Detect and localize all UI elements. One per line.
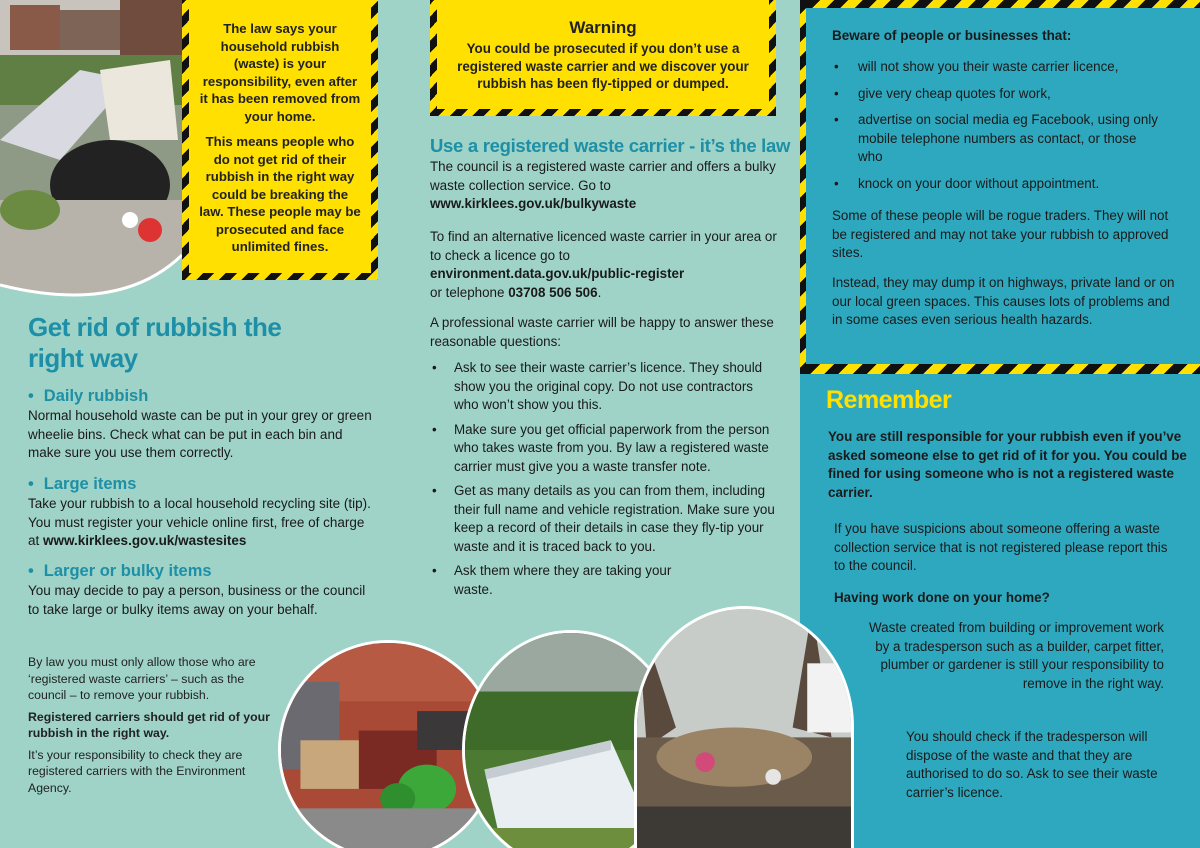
section-title-get-rid: Get rid of rubbish the right way xyxy=(28,312,282,373)
section-daily-rubbish xyxy=(28,386,378,463)
warning-box xyxy=(430,0,776,116)
photo-curve xyxy=(0,215,182,305)
list-item: • Ask to see their waste carrier’s licence. They should show you the original copy. Do not use contractors who won’t show you this. xyxy=(430,359,780,415)
alt-carrier-paragraph: To find an alternative licenced waste carrier in your area or to check a licence go to environment.data.gov.uk/public-register or telephone 03708 506 506. xyxy=(430,229,777,300)
heading-bulky-items: • Larger or bulky items xyxy=(28,561,378,581)
section-large-items xyxy=(28,474,378,551)
warning-text: You could be prosecuted if you don’t use a registered waste carrier and we discover your rubbish has been fly-tipped or dumped. xyxy=(457,41,749,91)
law-small-p3: It’s your responsibility to check they are registered carriers with the Environment Agency. xyxy=(28,747,246,795)
alt-carrier-text: To find an alternative licenced waste carrier in your area or to check a licence go to xyxy=(430,229,777,263)
beware-heading: Beware of people or businesses that: xyxy=(832,28,1072,43)
list-item: • advertise on social media eg Facebook, using only mobile telephone numbers as contact, or those who xyxy=(832,111,1162,167)
text-bulky-items: You may decide to pay a person, business or the council to take large or bulky items away on your behalf. xyxy=(28,583,366,617)
section-bulky-items xyxy=(28,561,378,619)
tradesperson-check-text: You should check if the tradesperson will dispose of the waste and that they are authorised to do so. Ask to see their waste carrier’s licence. xyxy=(906,729,1158,800)
rogue-traders-text: Some of these people will be rogue traders. They will not be registered and may not take your rubbish to approved sites. xyxy=(832,208,1169,260)
law-notice-p1: The law says your household rubbish (waste) is your responsibility, even after it has been removed from your home. xyxy=(199,21,361,124)
warning-title: Warning xyxy=(569,18,637,37)
heading-daily-rubbish: • Daily rubbish xyxy=(28,386,378,406)
law-small-print xyxy=(28,654,278,801)
list-item: • Make sure you get official paperwork from the person who takes waste from you. By law a registered waste carrier must give you a waste transfer note. xyxy=(430,421,780,477)
list-item: • give very cheap quotes for work, xyxy=(832,85,1182,104)
link-bulkywaste[interactable]: www.kirklees.gov.uk/bulkywaste xyxy=(430,196,637,211)
tradesperson-waste-text: Waste created from building or improvement work by a tradesperson such as a builder, carpet fitter, plumber or gardener is still your responsibility to remove in the right way. xyxy=(869,620,1164,691)
telephone-number[interactable]: 03708 506 506 xyxy=(508,284,598,300)
link-public-register[interactable]: environment.data.gov.uk/public-register xyxy=(430,266,685,281)
dumping-text: Instead, they may dump it on highways, private land or on our local green spaces. This causes lots of problems and in some cases even serious health hazards. xyxy=(832,275,1175,327)
suspicion-text: If you have suspicions about someone offering a waste collection service that is not registered please report this to the council. xyxy=(834,521,1168,573)
questions-list xyxy=(430,359,780,605)
heading-large-items: • Large items xyxy=(28,474,378,494)
council-bulky-paragraph xyxy=(430,158,786,214)
text-daily-rubbish: Normal household waste can be put in your grey or green wheelie bins. Check what can be put in each bin and make sure you use them correctly. xyxy=(28,408,372,460)
remember-text: You are still responsible for your rubbish even if you’ve asked someone else to get rid of it for you. You could be fined for using someone who is not a registered waste carrier. xyxy=(828,429,1187,500)
law-small-p2: Registered carriers should get rid of your rubbish in the right way. xyxy=(28,709,270,740)
law-notice-box xyxy=(182,0,378,280)
hazard-stripe-middle xyxy=(806,364,1200,374)
section-title-registered-carrier: Use a registered waste carrier - it’s the law xyxy=(430,135,791,156)
list-item: • Get as many details as you can from them, including their full name and vehicle registration. Make sure you keep a record of their details in case they fly-tip your waste and it is traced back to you. xyxy=(430,482,780,556)
list-item: • will not show you their waste carrier licence, xyxy=(832,58,1182,77)
council-bulky-text: The council is a registered waste carrier and offers a bulky waste collection service. Go to xyxy=(430,159,776,193)
photo-flytipped-van xyxy=(634,606,854,848)
law-notice-p2: This means people who do not get rid of their rubbish in the right way could be breaking the law. These people may be prosecuted and face unlimited fines. xyxy=(199,134,361,254)
law-small-p1: By law you must only allow those who are ‘registered waste carriers’ – such as the council – to remove your rubbish. xyxy=(28,655,256,702)
having-work-heading: Having work done on your home? xyxy=(834,590,1050,605)
list-item: • knock on your door without appointment. xyxy=(832,175,1182,194)
hazard-stripe-side xyxy=(800,0,806,374)
link-wastesites[interactable]: www.kirklees.gov.uk/wastesites xyxy=(43,533,247,548)
list-item: • Ask them where they are taking your waste. xyxy=(430,562,700,599)
beware-list xyxy=(832,58,1182,201)
text-large-items: Take your rubbish to a local household recycling site (tip). You must register your vehicle online first, free of charge at xyxy=(28,496,371,548)
remember-title: Remember xyxy=(826,386,952,414)
questions-intro: A professional waste carrier will be happy to answer these reasonable questions: xyxy=(430,315,774,349)
hazard-stripe-top xyxy=(806,0,1200,8)
